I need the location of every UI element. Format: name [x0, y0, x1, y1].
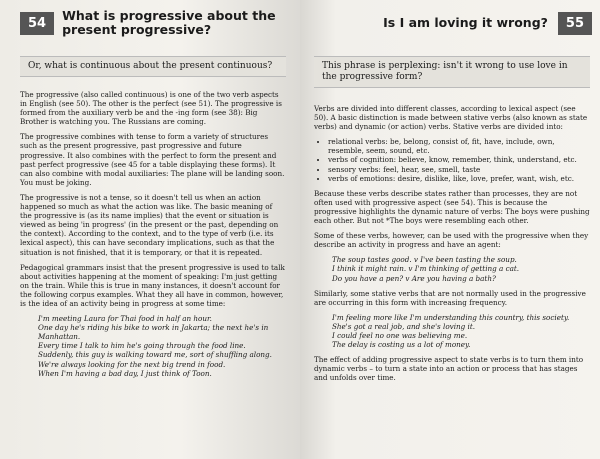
left-paragraph-4: Pedagogical grammars insist that the present progressive is used to talk about activities happening at the moment of speaking: I'm just getting on the train. While this is true in many instances, it doesn't account for the following corpus examples. What they all have in common, however, is the idea of an activity being in progress at some time:: [20, 262, 285, 308]
left-page-title: What is progressive about the present progressive?: [62, 8, 276, 37]
right-page-body: [314, 104, 590, 388]
example-line: I'm feeling more like I'm understanding this country, this society.: [332, 312, 570, 322]
example-line: The soup tastes good. v I've been tasting the soup.: [332, 255, 517, 265]
example-line: Suddenly, this guy is walking toward me, sort of shuffling along.: [38, 350, 272, 360]
example-line: I could feel no one was believing me.: [332, 330, 468, 340]
stative-verb-list: [314, 137, 590, 182]
example-line: The delay is costing us a lot of money.: [332, 340, 471, 350]
right-page-header: [312, 8, 592, 38]
right-page: [300, 0, 600, 459]
right-page-title: Is I am loving it wrong?: [383, 15, 548, 30]
right-question-banner: This phrase is perplexing: isn't it wrong to use love in the progressive form?: [314, 56, 590, 88]
left-page-number: 54: [20, 12, 54, 35]
left-paragraph-3: The progressive is not a tense, so it doesn't tell us when an action happened so much as what the action was like. The basic meaning of the progressive is (as its name implies) that the event or situation is viewed as being 'in progress' (in the present or the past, depending on the context). According to the context, and to the type of verb (i.e. its lexical aspect), this can have secondary implications, such as that the situation is not finished, that it is temporary, or that it is repeated.: [20, 192, 279, 257]
example-line: One day he's riding his bike to work in Jakarta; the next he's in Manhattan.: [38, 323, 269, 342]
list-item: • verbs of cognition: believe, know, remember, think, understand, etc.: [328, 155, 590, 164]
example-line: We're always looking for the next big trend in food.: [38, 359, 226, 369]
right-paragraph-1: Because these verbs describe states rather than processes, they are not often used with progressive aspect (see 54). This is because the progressive highlights the dynamic nature of verbs: The boys were pushing each other. But not *The boys were resembling each other.: [314, 188, 590, 226]
left-question-banner: Or, what is continuous about the present continuous?: [20, 56, 286, 77]
right-examples-2: [332, 313, 590, 349]
right-intro: Verbs are divided into different classes, according to lexical aspect (see 50). A basic distinction is made between stative verbs (also known as state verbs) and dynamic (or action) verbs. Stative verbs are divided into:: [314, 104, 588, 132]
list-item: • relational verbs: be, belong, consist of, fit, have, include, own, resemble, seem, sound, etc.: [328, 137, 590, 155]
right-paragraph-3: Similarly, some stative verbs that are not normally used in the progressive are occurring in this form with increasing frequency.: [314, 288, 586, 307]
example-line: I think it might rain. v I'm thinking of getting a cat.: [332, 264, 520, 274]
example-line: When I'm having a bad day, I just think of Toon.: [38, 368, 212, 378]
right-examples-1: [332, 255, 590, 282]
left-page-body: [20, 90, 286, 384]
example-line: Do you have a pen? v Are you having a bath?: [332, 273, 496, 283]
left-paragraph-1: The progressive (also called continuous) is one of the two verb aspects in English (see 50). The other is the perfect (see 51). The progressive is formed from the auxiliary verb be and the -ing form (see 38): Big Brother is watching you. The Russians are coming.: [20, 90, 282, 127]
left-page-header: [20, 8, 290, 38]
example-line: I'm meeting Laura for Thai food in half an hour.: [38, 314, 212, 324]
right-page-number: 55: [558, 12, 592, 35]
list-item: • verbs of emotions: desire, dislike, like, love, prefer, want, wish, etc.: [328, 174, 590, 183]
example-line: She's got a real job, and she's loving it.: [332, 321, 476, 331]
right-paragraph-4: The effect of adding progressive aspect to state verbs is to turn them into dynamic verbs – to turn a state into an action or process that has stages and unfolds over time.: [314, 355, 584, 383]
left-examples: [38, 314, 286, 378]
list-item: • sensory verbs: feel, hear, see, smell, taste: [328, 165, 590, 174]
example-line: Every time I talk to him he's going through the food line.: [38, 341, 246, 351]
right-paragraph-2: Some of these verbs, however, can be used with the progressive when they describe an activity in progress and have an agent:: [314, 231, 589, 250]
left-paragraph-2: The progressive combines with tense to form a variety of structures such as the present progressive, past progressive and future progressive. It also combines with the perfect to form the present and past perfect progressive (see 45 for a table displaying these forms). It can also combine with modal auxiliaries: The plane will be landing soon. You must be joking.: [20, 132, 285, 187]
